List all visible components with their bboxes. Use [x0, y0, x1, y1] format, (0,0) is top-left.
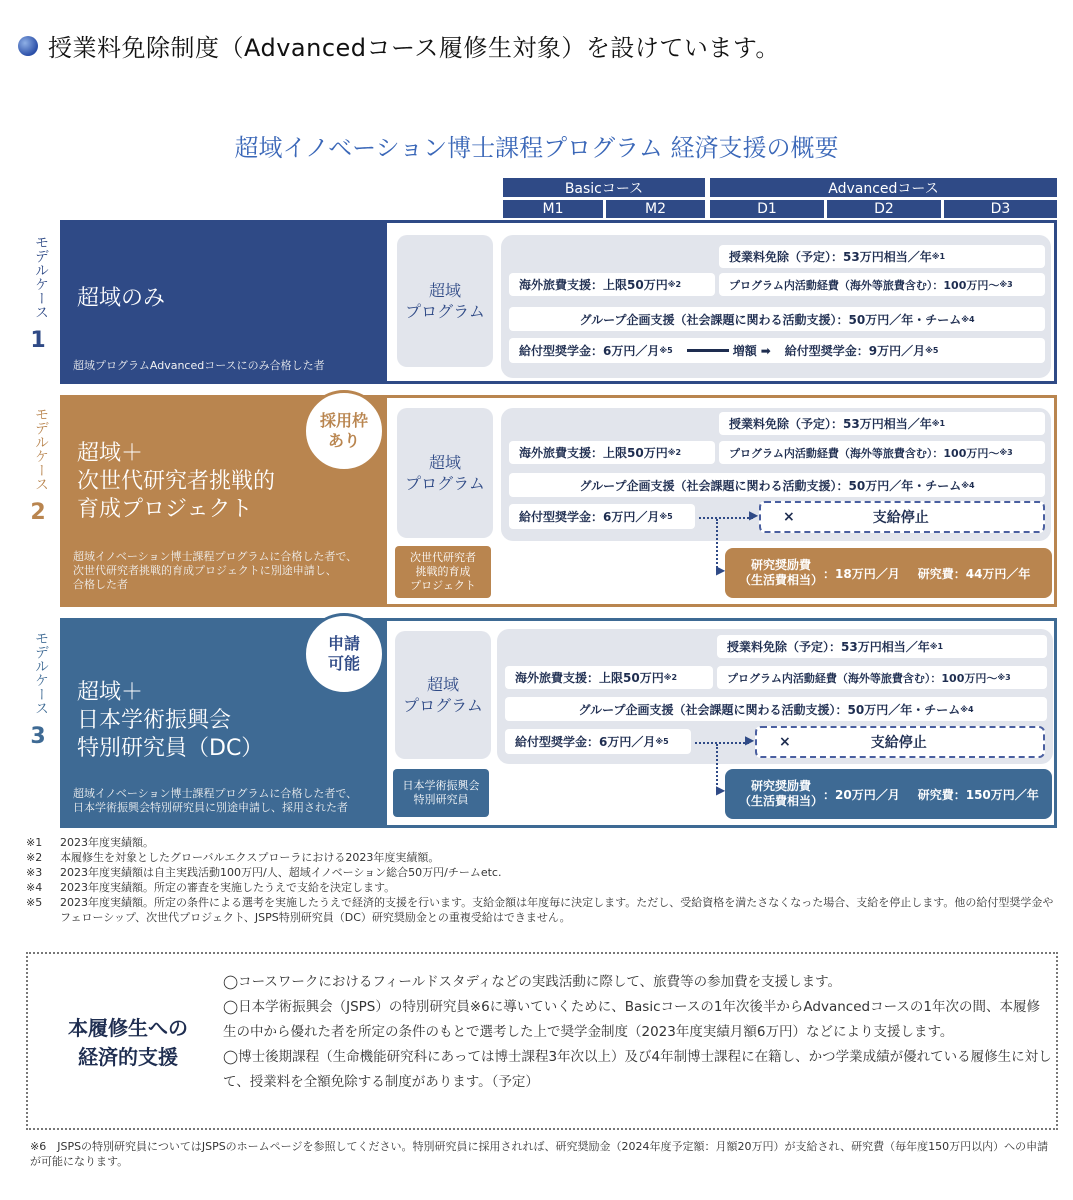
- model-3-badge: 申請 可能: [303, 613, 385, 695]
- note-mark: ※5: [659, 512, 673, 521]
- arrow-head-icon: ▶: [749, 508, 759, 522]
- activity-pill: [719, 273, 1045, 296]
- note-mark: ※5: [925, 346, 939, 355]
- reward-label: 研究奨励費 （生活費相当）: [739, 779, 824, 808]
- stop-box: [755, 726, 1045, 758]
- reward-amount: ：18万円／月: [823, 566, 900, 581]
- model-1-summary: [63, 223, 387, 381]
- reward-label: 研究奨励費 （生活費相当）: [739, 558, 824, 587]
- note-mark: ※3: [999, 280, 1013, 289]
- year-m2: M2: [606, 200, 705, 218]
- stop-text: 支給停止: [872, 510, 929, 526]
- arrow-head-icon: ▶: [716, 783, 726, 797]
- footnote-text: 2023年度実績額。所定の条件による選考を実施したうえで経済的支援を行います。支給金額は年度毎に決定します。ただし、受給資格を満たさなくなった場合、支給を停止します。他の給付型奨学金やフェローシップ、次世代プロジェクト、JSPS特別研究員（DC）研究奨励金との重複受給はできません。: [60, 896, 1054, 924]
- model-case-1: [60, 220, 1057, 384]
- note-mark: ※1: [931, 419, 946, 428]
- note-mark: ※5: [659, 346, 673, 355]
- model-case-label-1: モデルケース: [33, 235, 49, 319]
- activity-text: プログラム内活動経費（海外等旅費含む）：100万円～: [729, 446, 1000, 460]
- economic-support-box: [26, 952, 1058, 1130]
- scholarship-text: 給付型奨学金：6万円／月: [519, 510, 660, 524]
- arrow-right-icon: ➡: [760, 343, 771, 358]
- model-2-title: 超域＋ 次世代研究者挑戦的 育成プロジェクト: [77, 441, 276, 522]
- activity-text: プログラム内活動経費（海外等旅費含む）：100万円～: [727, 671, 998, 685]
- group-pill: [509, 307, 1045, 331]
- year-m1: M1: [503, 200, 603, 218]
- year-d3: D3: [944, 200, 1057, 218]
- travel-pill: [509, 273, 715, 296]
- model-3-summary: [63, 621, 387, 825]
- travel-text: 海外旅費支援：上限50万円: [519, 278, 668, 292]
- travel-pill: [505, 666, 713, 689]
- note-mark: ※5: [655, 737, 669, 746]
- travel-pill: [509, 441, 715, 464]
- scholarship-pill: [505, 729, 691, 754]
- model-2-description: 超域イノベーション博士課程プログラムに合格した者で、 次世代研究者挑戦的育成プロジェクトに別途申請し、 合格した者: [73, 550, 358, 591]
- support-items: [223, 970, 1053, 1095]
- model-case-3: [60, 618, 1057, 828]
- support-item: ◯日本学術振興会（JSPS）の特別研究員※6に導いていくために、Basicコースの1年次後半からAdvancedコースの1年次の間、本履修生の中から優れた者を所定の条件のもとで選考した上で奨学金制度（2023年度実績月額6万円）などにより支援します。: [223, 999, 1041, 1040]
- travel-text: 海外旅費支援：上限50万円: [519, 446, 668, 460]
- year-d1: D1: [710, 200, 824, 218]
- model-3-description: 超域イノベーション博士課程プログラムに合格した者で、 日本学術振興会特別研究員に別途申請し、採用された者: [73, 787, 358, 814]
- cross-icon: ×: [779, 734, 791, 750]
- dotted-arrow-line: [695, 742, 749, 744]
- group-text: グループ企画支援（社会課題に関わる活動支援）：50万円／年・チーム: [579, 312, 962, 327]
- scholarship-text: 給付型奨学金：6万円／月: [519, 344, 660, 358]
- model-1-program-column: 超域 プログラム: [397, 235, 493, 367]
- activity-text: プログラム内活動経費（海外等旅費含む）：100万円～: [729, 278, 1000, 292]
- footnotes: [26, 835, 1056, 925]
- increase-text: 増額: [732, 344, 757, 358]
- model-2-subprogram: 次世代研究者 挑戦的育成 プロジェクト: [395, 546, 491, 598]
- note-mark: ※4: [961, 480, 975, 490]
- model-case-label-3: モデルケース: [33, 631, 49, 715]
- footnote-row: [26, 850, 1056, 865]
- chart-title: 超域イノベーション博士課程プログラム 経済支援の概要: [234, 134, 839, 162]
- tuition-pill: [719, 245, 1045, 268]
- group-text: グループ企画支援（社会課題に関わる活動支援）：50万円／年・チーム: [579, 478, 962, 493]
- cross-icon: ×: [783, 509, 795, 525]
- footnote-text: 2023年度実績額。所定の審査を実施したうえで支給を決定します。: [60, 881, 396, 894]
- note-mark: ※2: [667, 280, 682, 289]
- note-mark: ※4: [960, 704, 974, 714]
- model-2-badge: 採用枠 あり: [303, 390, 385, 472]
- advanced-course-header: Advancedコース: [710, 178, 1057, 197]
- bullet-dot-icon: [18, 36, 38, 56]
- note-mark: ※3: [997, 673, 1011, 682]
- support-item: ◯コースワークにおけるフィールドスタディなどの実践活動に際して、旅費等の参加費を支援します。: [223, 974, 842, 990]
- arrow-head-icon: ▶: [716, 563, 726, 577]
- footnote-6: ※6 JSPSの特別研究員についてはJSPSのホームページを参照してください。特別研究員に採用されれば、研究奨励金（2024年度予定額：月額20万円）が支給され、研究費（毎年度150万円以内）への申請が可能になります。: [30, 1140, 1049, 1168]
- model-2-summary: [63, 398, 387, 604]
- tuition-text: 授業料免除（予定）：53万円相当／年: [729, 417, 932, 431]
- arrow-head-icon: ▶: [745, 733, 755, 747]
- footnote-key: ※3: [26, 866, 43, 879]
- model-case-label-2: モデルケース: [33, 407, 49, 491]
- tuition-text: 授業料免除（予定）：53万円相当／年: [729, 250, 932, 264]
- research-amount: 研究費：44万円／年: [917, 566, 1031, 581]
- research-amount: 研究費：150万円／年: [917, 787, 1039, 802]
- note-mark: ※4: [961, 314, 975, 324]
- stop-text: 支給停止: [870, 735, 927, 751]
- model-3-program-column: 超域 プログラム: [395, 631, 491, 759]
- activity-pill: [719, 441, 1045, 464]
- support-title: 本履修生への 経済的支援: [68, 1016, 188, 1069]
- group-pill: [505, 697, 1047, 721]
- reward-box: [725, 769, 1052, 819]
- note-mark: ※2: [667, 448, 682, 457]
- model-2-program-column: 超域 プログラム: [397, 408, 493, 538]
- section-heading: [18, 28, 780, 63]
- note-mark: ※2: [663, 673, 678, 682]
- model-case-number-3: 3: [30, 724, 46, 749]
- arrow-line-icon: [687, 349, 729, 352]
- travel-text: 海外旅費支援：上限50万円: [515, 671, 664, 685]
- footnote-text: 本履修生を対象としたグローバルエクスプローラにおける2023年度実績額。: [60, 851, 440, 864]
- stop-box: [759, 501, 1045, 533]
- reward-box: [725, 548, 1052, 598]
- scholarship-pill: [509, 504, 695, 529]
- scholarship-pill: [509, 338, 1045, 363]
- note-mark: ※3: [999, 448, 1013, 457]
- tuition-pill: [717, 635, 1047, 658]
- support-item: ◯博士後期課程（生命機能研究科にあっては博士課程3年次以上）及び4年制博士課程に在籍し、かつ学業成績が優れている履修生に対して、授業料を全額免除する制度があります。（予定）: [223, 1049, 1052, 1090]
- reward-amount: ：20万円／月: [823, 787, 900, 802]
- scholarship-text: 給付型奨学金：6万円／月: [515, 735, 656, 749]
- model-3-subprogram: 日本学術振興会 特別研究員: [393, 769, 489, 817]
- dotted-arrow-line: [699, 517, 753, 519]
- year-d2: D2: [827, 200, 941, 218]
- footnote-key: ※4: [26, 881, 43, 894]
- scholarship2-text: 給付型奨学金：9万円／月: [784, 344, 926, 358]
- group-text: グループ企画支援（社会課題に関わる活動支援）：50万円／年・チーム: [578, 702, 961, 717]
- footnote-key: ※1: [26, 836, 43, 849]
- model-case-2: [60, 395, 1057, 607]
- tuition-text: 授業料免除（予定）：53万円相当／年: [727, 640, 930, 654]
- tuition-pill: [719, 412, 1045, 435]
- basic-course-header: Basicコース: [503, 178, 705, 197]
- note-mark: ※1: [929, 642, 944, 651]
- footnote-key: ※2: [26, 851, 43, 864]
- footnote-row: [26, 895, 1056, 925]
- group-pill: [509, 473, 1045, 497]
- model-case-number-2: 2: [30, 500, 46, 525]
- footnote-text: 2023年度実績額。: [60, 836, 154, 849]
- model-1-title: 超域のみ: [77, 286, 166, 311]
- heading-text: 授業料免除制度（Advancedコース履修生対象）を設けています。: [48, 34, 780, 62]
- model-1-description: 超域プログラムAdvancedコースにのみ合格した者: [73, 359, 325, 372]
- model-1-support-area: [501, 235, 1051, 378]
- model-3-title: 超域＋ 日本学術振興会 特別研究員（DC）: [77, 680, 264, 761]
- footnote-row: [26, 835, 1056, 850]
- activity-pill: [717, 666, 1047, 689]
- footnote-text: 2023年度実績額は自主実践活動100万円/人、超域イノベーション総合50万円/チームetc.: [60, 866, 502, 879]
- footnote-row: [26, 865, 1056, 880]
- note-mark: ※1: [931, 252, 946, 261]
- footnote-key: ※5: [26, 896, 43, 909]
- footnote-row: [26, 880, 1056, 895]
- model-case-number-1: 1: [30, 328, 46, 353]
